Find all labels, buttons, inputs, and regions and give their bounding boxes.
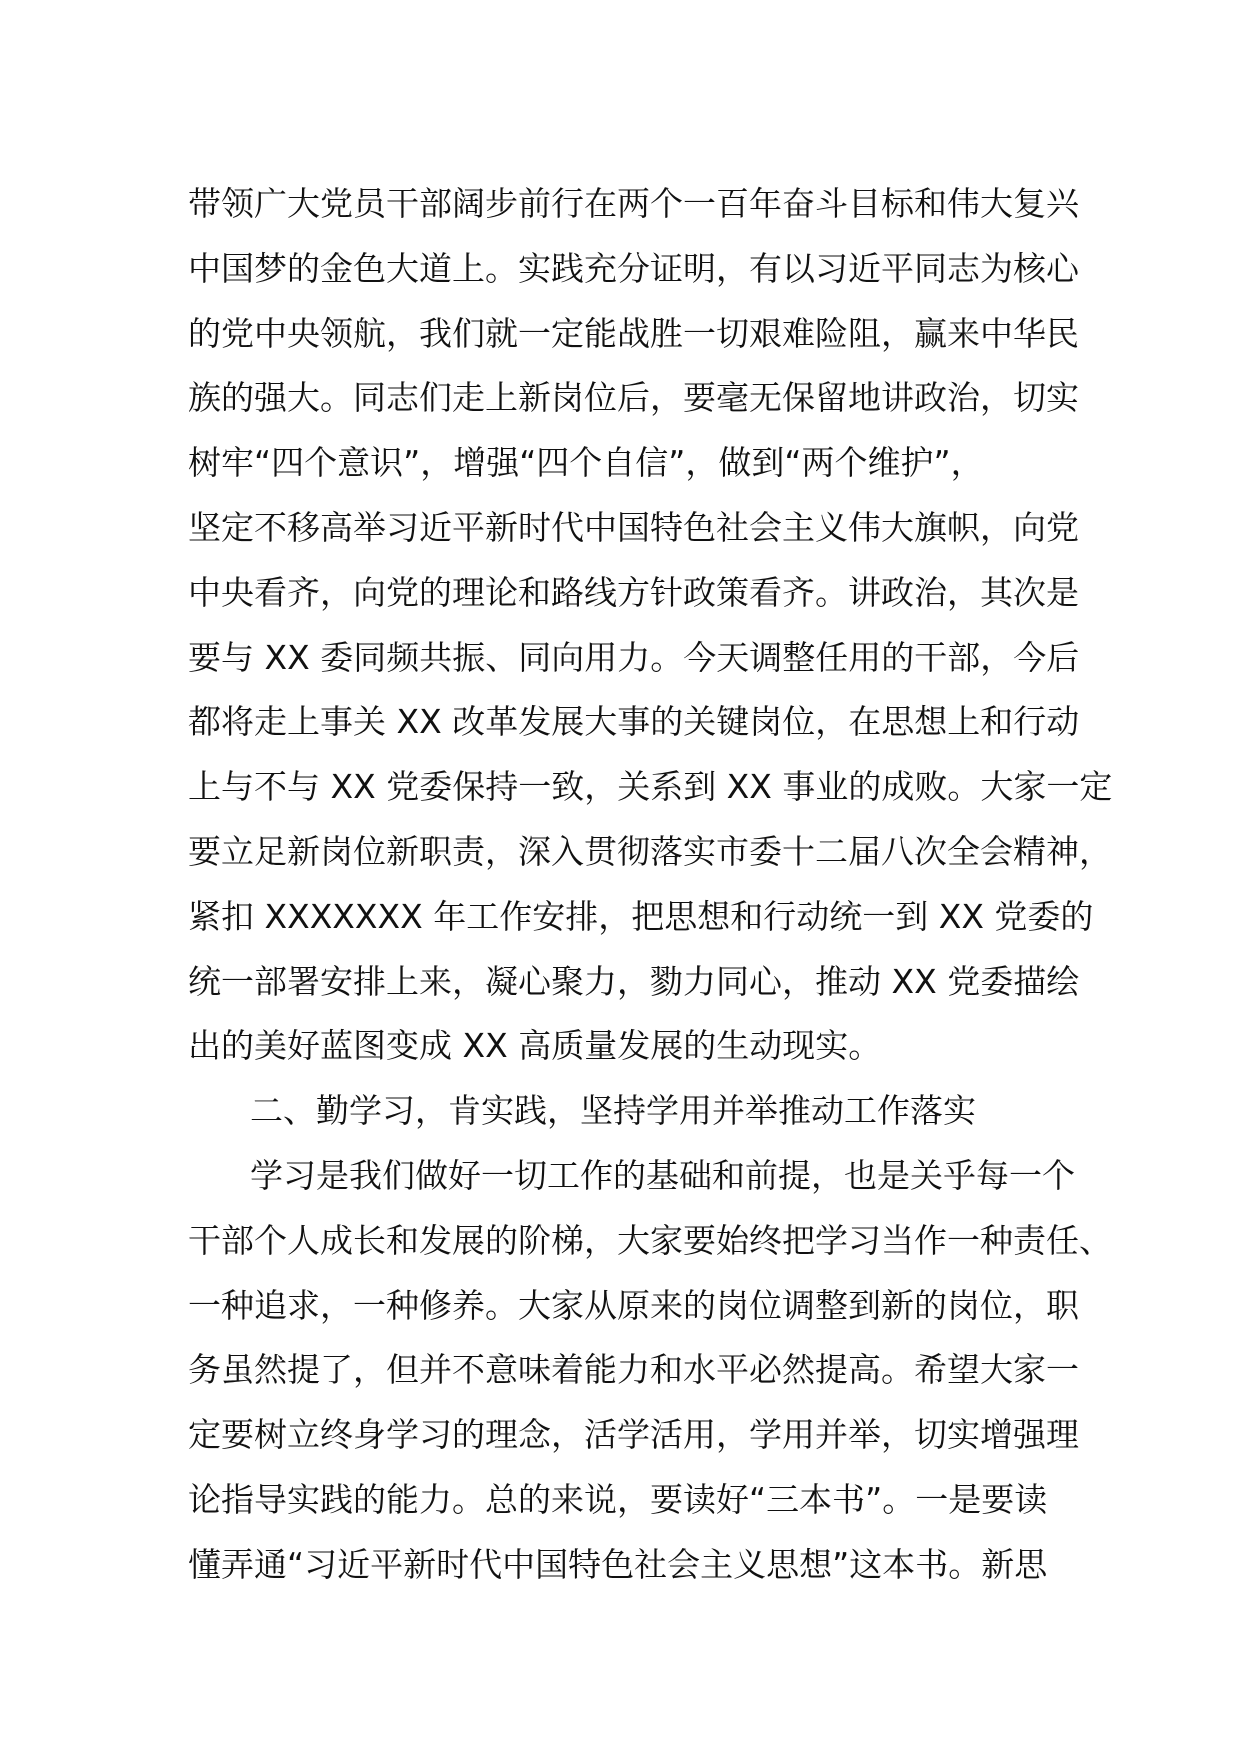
body-line: 要立足新岗位新职责，深入贯彻落实市委十二届八次全会精神， (188, 831, 1112, 871)
body-line: 的党中央领航，我们就一定能战胜一切艰难险阻，赢来中华民 (188, 313, 1079, 353)
body-line: 族的强大。同志们走上新岗位后，要毫无保留地讲政治，切实 (188, 378, 1079, 418)
body-line: 中央看齐，向党的理论和路线方针政策看齐。讲政治，其次是 (188, 572, 1079, 612)
body-line: 定要树立终身学习的理念，活学活用，学用并举，切实增强理 (188, 1415, 1079, 1455)
body-line: 树牢“四个意识”，增强“四个自信”，做到“两个维护”， (188, 443, 984, 483)
body-line: 上与不与 XX 党委保持一致，关系到 XX 事业的成败。大家一定 (188, 767, 1113, 807)
body-line: 论指导实践的能力。总的来说，要读好“三本书”。一是要读 (188, 1479, 1048, 1519)
body-line: 紧扣 XXXXXXX 年工作安排，把思想和行动统一到 XX 党委的 (188, 896, 1094, 936)
body-line: 带领广大党员干部阔步前行在两个一百年奋斗目标和伟大复兴 (188, 184, 1079, 223)
section-heading: 二、勤学习，肯实践，坚持学用并举推动工作落实 (250, 1091, 976, 1131)
body-line: 务虽然提了，但并不意味着能力和水平必然提高。希望大家一 (188, 1350, 1079, 1390)
body-line: 中国梦的金色大道上。实践充分证明，有以习近平同志为核心 (188, 248, 1079, 288)
body-line: 出的美好蓝图变成 XX 高质量发展的生动现实。 (188, 1026, 882, 1066)
paragraph-first-line: 学习是我们做好一切工作的基础和前提，也是关乎每一个 (250, 1155, 1075, 1195)
body-line: 干部个人成长和发展的阶梯，大家要始终把学习当作一种责任、 (188, 1220, 1112, 1260)
document-body (188, 172, 1113, 1598)
body-line: 懂弄通“习近平新时代中国特色社会主义思想”这本书。新思 (188, 1544, 1048, 1584)
body-line: 要与 XX 委同频共振、同向用力。今天调整任用的干部，今后 (188, 637, 1080, 677)
body-line: 坚定不移高举习近平新时代中国特色社会主义伟大旗帜，向党 (188, 507, 1079, 547)
body-line: 都将走上事关 XX 改革发展大事的关键岗位，在思想上和行动 (188, 702, 1080, 742)
body-line: 一种追求，一种修养。大家从原来的岗位调整到新的岗位，职 (188, 1285, 1079, 1325)
body-line: 统一部署安排上来，凝心聚力，勠力同心，推动 XX 党委描绘 (188, 961, 1080, 1001)
